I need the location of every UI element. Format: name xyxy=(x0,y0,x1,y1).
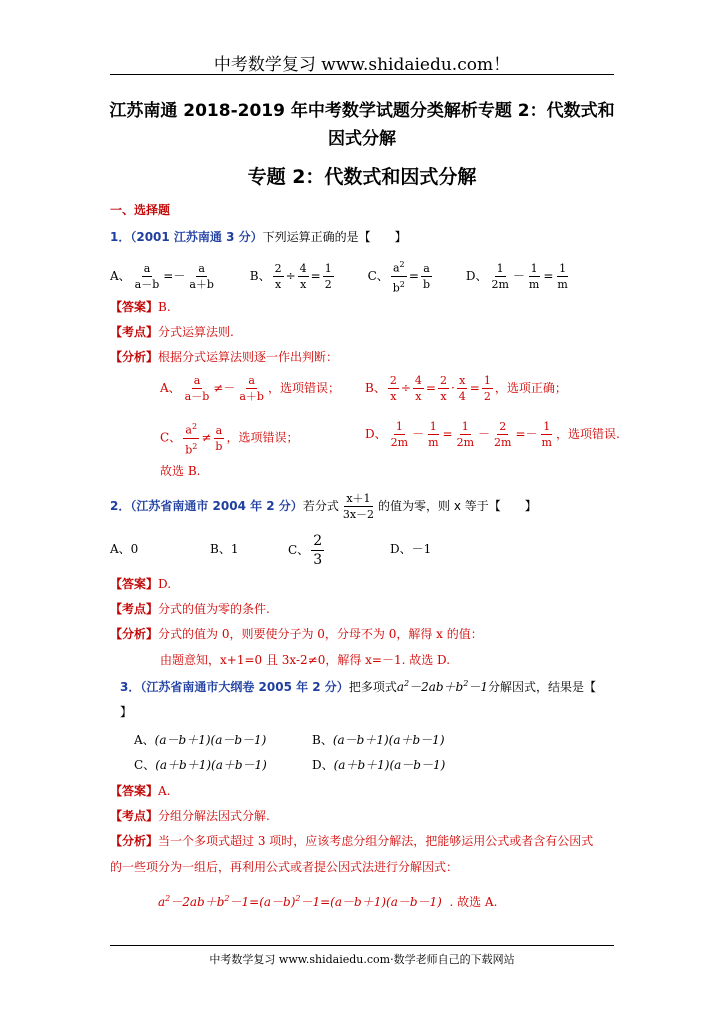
q1-note-b: ，选项正确； xyxy=(494,381,567,395)
section-heading: 一、选择题 xyxy=(110,203,171,217)
q1-judge-a: A、 $\frac{a}{a-b}$ ≠－ $\frac{a}{a+b}$ ，选项错误； xyxy=(160,374,340,403)
q3-option-b: B、(a－b＋1)(a＋b－1) xyxy=(312,733,445,747)
footer-rule xyxy=(110,945,614,946)
q2-analysis: 分式的值为 0，则要使分子为 0，分母不为 0，解得 x 的值： xyxy=(158,627,483,641)
q2-option-b: B、1 xyxy=(210,542,239,556)
q3-analysis-line2: 的一些项分为一组后，再利用公式或者提公因式法进行分解因式： xyxy=(110,860,459,874)
q1-text: 下列运算正确的是【 】 xyxy=(262,230,407,244)
header-rule xyxy=(110,74,614,75)
q1-analysis-label: 【分析】 xyxy=(110,350,159,364)
document-title-line1: 江苏南通 2018-2019 年中考数学试题分类解析专题 2：代数式和 xyxy=(109,101,615,121)
q1-option-b: B、 $\frac{2}{x}$ ÷ $\frac{4}{x}$ = $\frac{1}{2}$ xyxy=(249,261,332,291)
q2-answer-label: 【答案】 xyxy=(110,577,159,591)
q1-answer-label: 【答案】 xyxy=(110,300,159,314)
q3-point: 分组分解法因式分解. xyxy=(158,809,270,823)
q1-note-c: ，选项错误； xyxy=(226,430,299,445)
q1-conclusion: 故选 B. xyxy=(160,464,201,478)
q1-judge-c: C、 $\frac{a^2}{b^2}$ ≠ $\frac{a}{b}$ ，选项错误； xyxy=(160,422,299,457)
q3-answer: A. xyxy=(158,784,171,798)
q1-note-a: ，选项错误； xyxy=(267,381,340,395)
q1-point-label: 【考点】 xyxy=(110,325,159,339)
q3-polynomial: $a^2-2ab+b^2-1$ xyxy=(396,679,488,694)
q3-solution: $a^2-2ab+b^2-1=(a-b)^2-1=(a-b+1)(a-b-1)$ . 故选 A. xyxy=(158,894,498,909)
q2-point: 分式的值为零的条件. xyxy=(158,602,270,616)
q1-option-c: C、 $\frac{a^2}{b^2}$ = $\frac{a}{b}$ xyxy=(367,260,430,295)
q3-point-label: 【考点】 xyxy=(110,809,159,823)
q3-option-a: A、(a－b＋1)(a－b－1) xyxy=(134,733,267,747)
q2-option-c: C、 $\frac{2}{3}$ xyxy=(288,533,323,568)
q2-option-d: D、－1 xyxy=(390,542,432,556)
page-header: 中考数学复习 www.shidaiedu.com！ xyxy=(213,55,511,75)
q1-analysis: 根据分式运算法则逐一作出判断： xyxy=(158,350,339,364)
q3-stem: 3．（江苏省南通市大纲卷 2005 年 2 分）把多项式$a^2-2ab+b^2-1$分解因式，结果是【 xyxy=(120,679,596,694)
q3-option-d: D、(a＋b＋1)(a－b－1) xyxy=(312,758,446,772)
q1-point: 分式运算法则. xyxy=(158,325,234,339)
q3-bracket-close: 】 xyxy=(120,705,133,719)
q2-solution: 由题意知，x+1=0 且 3x-2≠0，解得 x=－1. 故选 D. xyxy=(160,653,451,667)
q3-option-c: C、(a＋b＋1)(a＋b－1) xyxy=(134,758,267,772)
q3-analysis-label: 【分析】 xyxy=(110,834,159,848)
q1-judge-d: D、 $\frac{1}{2m}$ － $\frac{1}{m}$ = $\frac{1}{2m}$ － $\frac{2}{2m}$ =－ $\frac{1}{m}$ ，选项错误. xyxy=(365,420,620,449)
page-footer: 中考数学复习 www.shidaiedu.com·数学老师自己的下载网站 xyxy=(209,953,515,966)
q1-option-d: D、 $\frac{1}{2m}$ － $\frac{1}{m}$ = $\frac{1}{m}$ xyxy=(465,261,568,291)
q3-answer-label: 【答案】 xyxy=(110,784,159,798)
q1-note-d: ，选项错误. xyxy=(555,427,620,441)
q2-point-label: 【考点】 xyxy=(110,602,159,616)
q2-answer: D. xyxy=(158,577,172,591)
q1-option-a: A、 $\frac{a}{a-b}$ =－ $\frac{a}{a+b}$ xyxy=(110,261,214,291)
q2-analysis-label: 【分析】 xyxy=(110,627,159,641)
q1-stem xyxy=(110,228,407,245)
q3-analysis-line1: 当一个多项式超过 3 项时，应该考虑分组分解法，把能够运用公式或者含有公因式 xyxy=(158,834,594,848)
q1-source: 1．（2001 江苏南通 3 分） xyxy=(110,230,263,244)
q1-judge-b: B、 $\frac{2}{x}$ ÷ $\frac{4}{x}$ = $\frac{2}{x}$ · $\frac{x}{4}$ = $\frac{1}{2}$ ，选项正确； xyxy=(365,374,567,403)
q2-stem: 2．（江苏省南通市 2004 年 2 分）若分式 $\frac{x+1}{3x-2}$ 的值为零，则 x 等于【 】 xyxy=(110,492,537,521)
document-title-line2: 因式分解 xyxy=(328,129,396,149)
q1-options xyxy=(110,258,572,294)
q2-source: 2．（江苏省南通市 2004 年 2 分） xyxy=(110,499,303,513)
document-subtitle: 专题 2：代数式和因式分解 xyxy=(247,166,477,188)
q1-answer: B. xyxy=(158,300,171,314)
q2-option-a: A、0 xyxy=(110,542,139,556)
q3-source: 3．（江苏省南通市大纲卷 2005 年 2 分） xyxy=(120,680,349,694)
